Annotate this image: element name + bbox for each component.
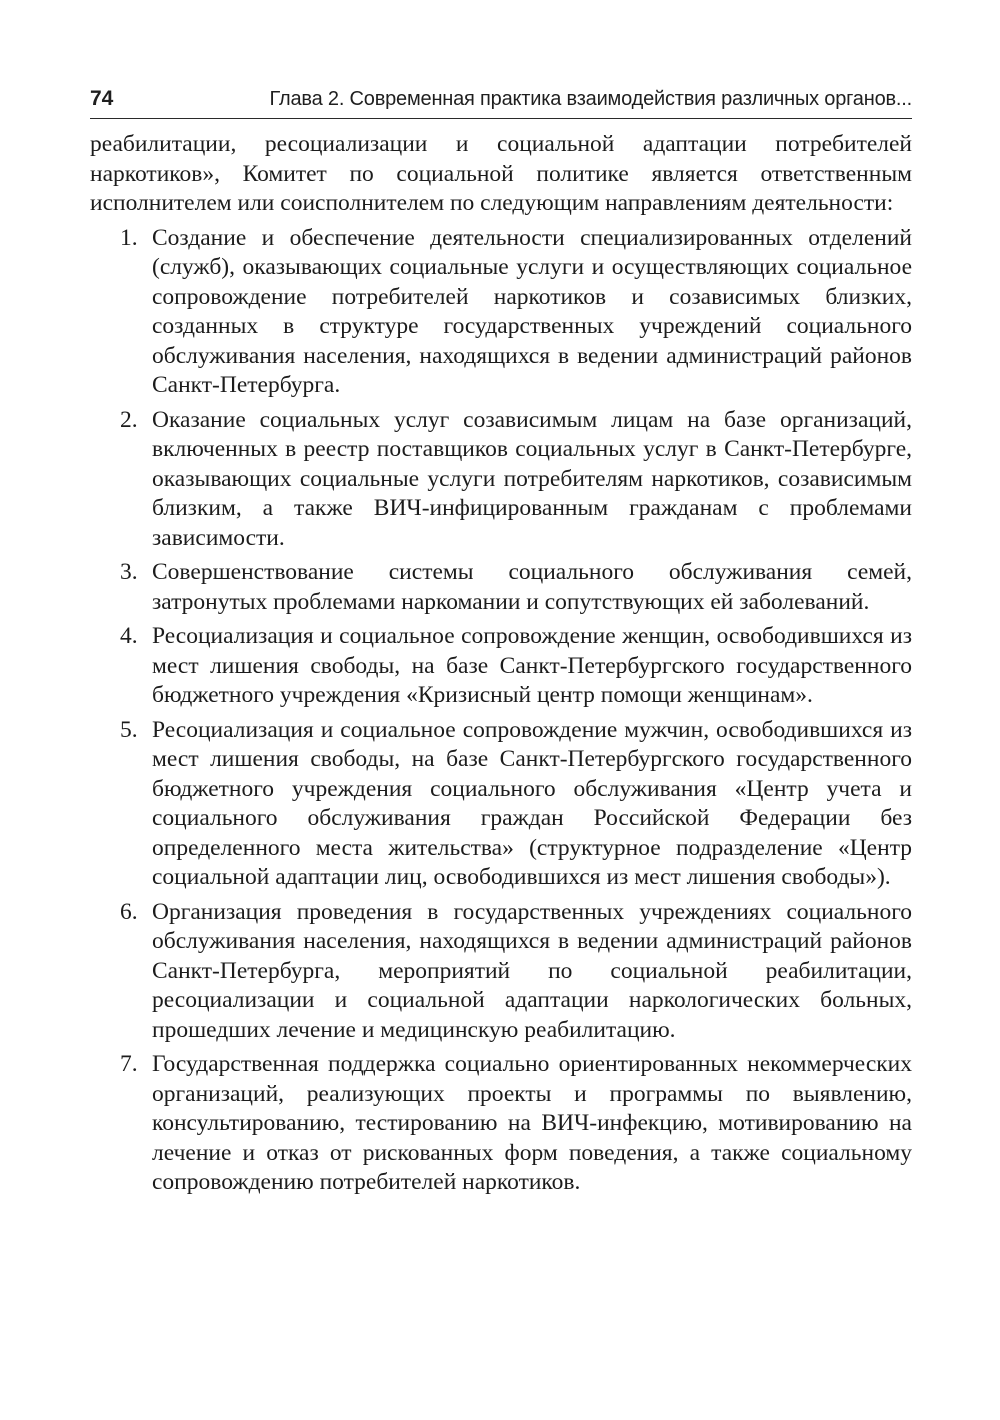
list-item-text: Ресоциализация и социальное сопровождение женщин, освободившихся из мест лишения свободы, на базе Санкт-Петербургского государственного бюджетного учреждения «Кризисный центр помощи женщинам». <box>152 623 912 708</box>
list-item <box>90 224 912 401</box>
intro-paragraph: реабилитации, ресоциализации и социальной адаптации потребителей наркотиков», Комитет по социальной политике является ответственным исполнителем или соисполнителем по следующим направлениям деятельности: <box>90 131 912 216</box>
header-rule <box>90 118 912 119</box>
list-item <box>90 716 912 893</box>
list-item-text: Оказание социальных услуг созависимым лицам на базе организаций, включенных в реестр поставщиков социальных услуг в Санкт-Петербурге, оказывающих социальные услуги потребителям наркотиков, созависимым близким, а также ВИЧ-инфицированным гражданам с проблемами зависимости. <box>152 406 912 551</box>
list-item-number: 5. <box>120 716 138 743</box>
list-item <box>90 898 912 1046</box>
list-item-number: 3. <box>120 559 138 585</box>
list-item <box>90 622 912 711</box>
chapter-title: Глава 2. Современная практика взаимодействия различных органов... <box>269 88 912 110</box>
page-number: 74 <box>90 87 114 110</box>
list-item <box>90 1050 912 1198</box>
list-item-number: 2. <box>120 406 138 433</box>
list-item-number: 6. <box>120 898 138 925</box>
numbered-list <box>90 224 912 1198</box>
running-header <box>90 87 912 117</box>
body-text <box>90 130 912 1198</box>
list-item <box>90 558 912 617</box>
list-item-text: Создание и обеспечение деятельности специализированных отделений (служб), оказывающих социальные услуги и осуществляющих социальное сопровождение потребителей наркотиков и созависимых близких, созданных в структуре государственных учреждений социального обслуживания населения, находящихся в ведении администраций районов Санкт-Петербурга. <box>152 224 912 398</box>
list-item-number: 1. <box>120 224 138 251</box>
list-item-text: Совершенствование системы социального обслуживания семей, затронутых проблемами наркомании и сопутствующих ей заболеваний. <box>152 559 912 615</box>
list-item-number: 4. <box>120 623 138 649</box>
list-item-number: 7. <box>120 1051 138 1077</box>
list-item <box>90 406 912 554</box>
list-item-text: Организация проведения в государственных учреждениях социального обслуживания населения, находящихся в ведении администраций районов Санкт-Петербурга, мероприятий по социальной реабилитации, ресоциализации и социальной адаптации наркологических больных, прошедших лечение и медицинскую реабилитацию. <box>152 898 912 1043</box>
list-item-text: Государственная поддержка социально ориентированных некоммерческих организаций, реализующих проекты и программы по выявлению, консультированию, тестированию на ВИЧ-инфекцию, мотивированию на лечение и отказ от рискованных форм поведения, а также социальному сопровождению потребителей наркотиков. <box>152 1051 912 1195</box>
list-item-text: Ресоциализация и социальное сопровождение мужчин, освободившихся из мест лишения свободы, на базе Санкт-Петербургского государственного бюджетного учреждения социального обслуживания «Центр учета и социального обслуживания граждан Российской Федерации без определенного места жительства» (структурное подразделение «Центр социальной адаптации лиц, освободившихся из мест лишения свободы»). <box>152 716 912 890</box>
